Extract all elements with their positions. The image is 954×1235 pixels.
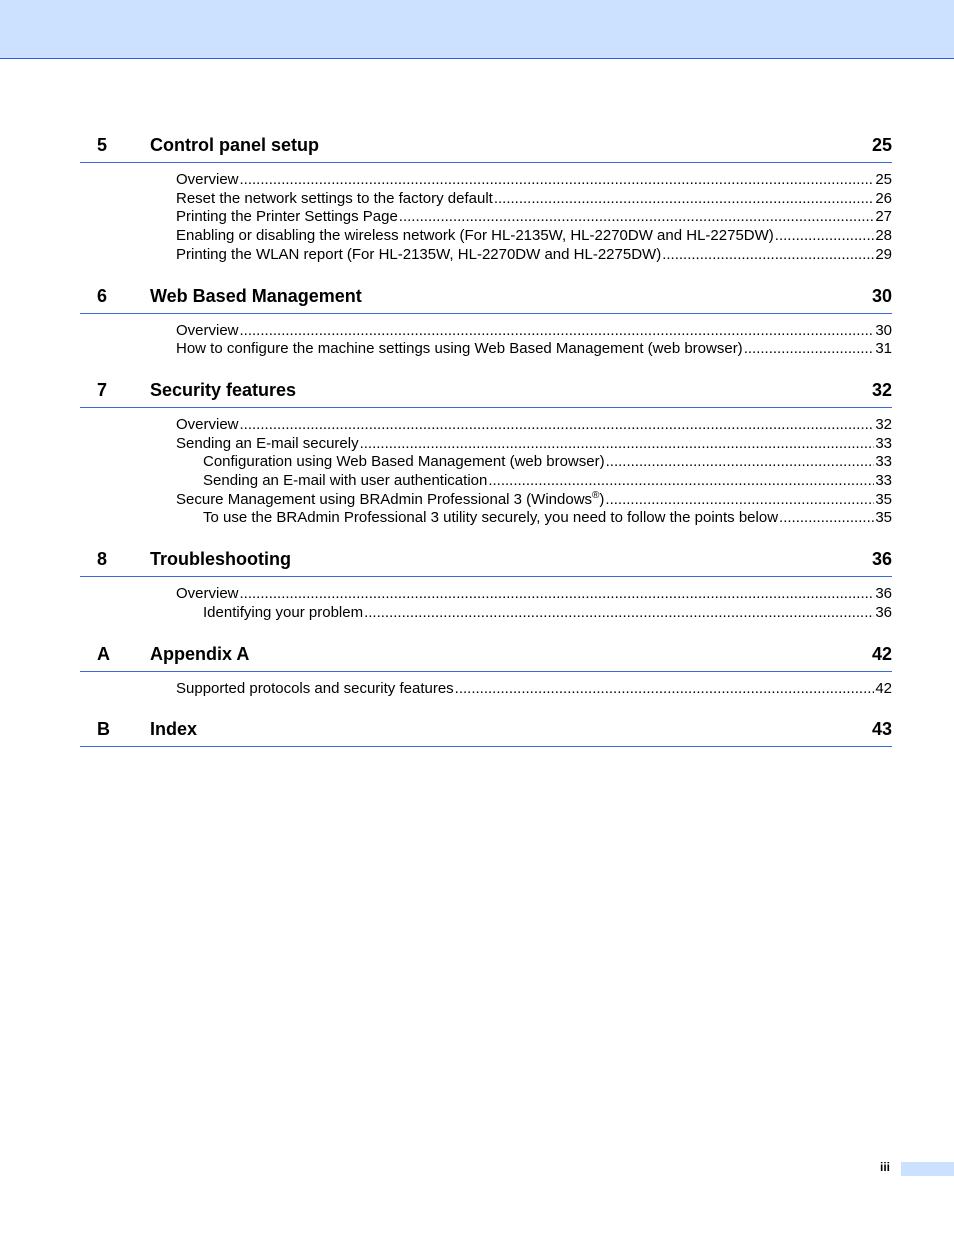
chapter-number: A <box>97 643 110 664</box>
entry-label: Overview <box>176 585 239 603</box>
entry-label: Overview <box>176 415 239 433</box>
toc-chapter <box>80 135 892 265</box>
header-band <box>0 0 954 59</box>
chapter-title: Appendix A <box>150 643 250 664</box>
dot-leader <box>605 491 874 510</box>
entry-label: To use the BRAdmin Professional 3 utility securely, you need to follow the points below <box>203 509 779 527</box>
entry-page: 26 <box>875 189 892 207</box>
entry-page: 35 <box>875 509 892 527</box>
chapter-title: Security features <box>150 379 297 400</box>
toc-entry[interactable] <box>80 190 892 209</box>
dot-leader <box>240 171 875 190</box>
dot-leader <box>364 604 874 623</box>
chapter-title: Index <box>150 719 198 740</box>
chapter-number: 8 <box>97 549 108 570</box>
chapter-number: B <box>97 719 110 740</box>
entry-label: Identifying your problem <box>203 603 364 621</box>
dot-leader <box>779 509 874 528</box>
chapter-page: 42 <box>871 643 892 664</box>
entry-label: Sending an E-mail securely <box>176 434 359 452</box>
dot-leader <box>662 246 874 265</box>
entry-label: Supported protocols and security features <box>176 679 454 697</box>
entry-label: Overview <box>176 171 239 188</box>
entry-label: Configuration using Web Based Management (web browser) <box>203 453 605 471</box>
chapter-number: 7 <box>97 379 108 400</box>
toc-entry[interactable] <box>80 171 892 190</box>
entry-label: Enabling or disabling the wireless network (For HL-2135W, HL-2270DW and HL-2275DW) <box>176 227 774 245</box>
entry-page: 33 <box>875 453 892 471</box>
toc-entry[interactable] <box>80 416 892 435</box>
entry-page: 25 <box>875 171 892 188</box>
toc-entry[interactable] <box>80 246 892 265</box>
toc-entry[interactable] <box>80 435 892 454</box>
entry-page: 30 <box>875 321 892 339</box>
toc-subentry[interactable] <box>80 509 892 528</box>
chapter-page: 32 <box>871 379 892 400</box>
dot-leader <box>240 322 875 341</box>
dot-leader <box>488 472 874 491</box>
entry-page: 32 <box>875 415 892 433</box>
entry-label: Reset the network settings to the factory default <box>176 189 493 207</box>
entry-label <box>176 491 604 510</box>
entry-page: 36 <box>875 603 892 621</box>
chapter-heading[interactable] <box>80 380 892 408</box>
chapter-title: Troubleshooting <box>150 549 291 570</box>
toc-chapter <box>80 549 892 622</box>
entry-page: 31 <box>875 340 892 358</box>
entry-label: Printing the WLAN report (For HL-2135W, HL-2270DW and HL-2275DW) <box>176 245 662 263</box>
entry-label: Sending an E-mail with user authentication <box>203 472 488 490</box>
entry-page: 28 <box>875 227 892 245</box>
entry-page: 36 <box>875 585 892 603</box>
chapter-number: 5 <box>97 135 108 155</box>
toc-chapter <box>80 380 892 528</box>
footer-tab <box>901 1162 954 1176</box>
table-of-contents <box>80 135 892 768</box>
registered-mark: ® <box>592 489 600 501</box>
toc-entry[interactable] <box>80 585 892 604</box>
toc-entry[interactable] <box>80 322 892 341</box>
toc-chapter <box>80 719 892 747</box>
toc-subentry[interactable] <box>80 472 892 491</box>
page-number: iii <box>880 1160 891 1174</box>
entry-page: 33 <box>875 472 892 490</box>
chapter-number: 6 <box>97 285 108 306</box>
dot-leader <box>744 340 875 359</box>
dot-leader <box>240 585 875 604</box>
dot-leader <box>399 208 875 227</box>
entry-page: 29 <box>875 245 892 263</box>
toc-entry[interactable] <box>80 680 892 699</box>
entry-page: 42 <box>875 679 892 697</box>
dot-leader <box>455 680 875 699</box>
dot-leader <box>494 190 874 209</box>
entry-label-text: Secure Management using BRAdmin Professional 3 (Windows <box>176 490 593 508</box>
dot-leader <box>775 227 875 246</box>
chapter-heading[interactable] <box>80 135 892 163</box>
chapter-title: Control panel setup <box>150 135 320 155</box>
toc-subentry[interactable] <box>80 453 892 472</box>
entry-label-suffix: ) <box>599 490 605 508</box>
entry-label: How to configure the machine settings using Web Based Management (web browser) <box>176 340 743 358</box>
entry-page: 35 <box>875 490 892 508</box>
chapter-page: 25 <box>871 135 892 155</box>
toc-subentry[interactable] <box>80 604 892 623</box>
dot-leader <box>360 435 875 454</box>
chapter-title: Web Based Management <box>150 285 362 306</box>
dot-leader <box>606 453 875 472</box>
entry-label: Printing the Printer Settings Page <box>176 208 398 226</box>
chapter-heading[interactable] <box>80 286 892 314</box>
chapter-page: 30 <box>871 285 892 306</box>
toc-chapter <box>80 286 892 359</box>
toc-entry[interactable] <box>80 340 892 359</box>
entry-page: 33 <box>875 434 892 452</box>
chapter-page: 36 <box>871 549 892 570</box>
chapter-heading[interactable] <box>80 644 892 672</box>
chapter-heading[interactable] <box>80 719 892 747</box>
chapter-heading[interactable] <box>80 549 892 577</box>
entry-page: 27 <box>875 208 892 226</box>
toc-entry[interactable] <box>80 491 892 510</box>
toc-entry[interactable] <box>80 208 892 227</box>
dot-leader <box>240 416 875 435</box>
entry-label: Overview <box>176 321 239 339</box>
toc-chapter <box>80 644 892 699</box>
toc-entry[interactable] <box>80 227 892 246</box>
chapter-page: 43 <box>871 719 892 740</box>
